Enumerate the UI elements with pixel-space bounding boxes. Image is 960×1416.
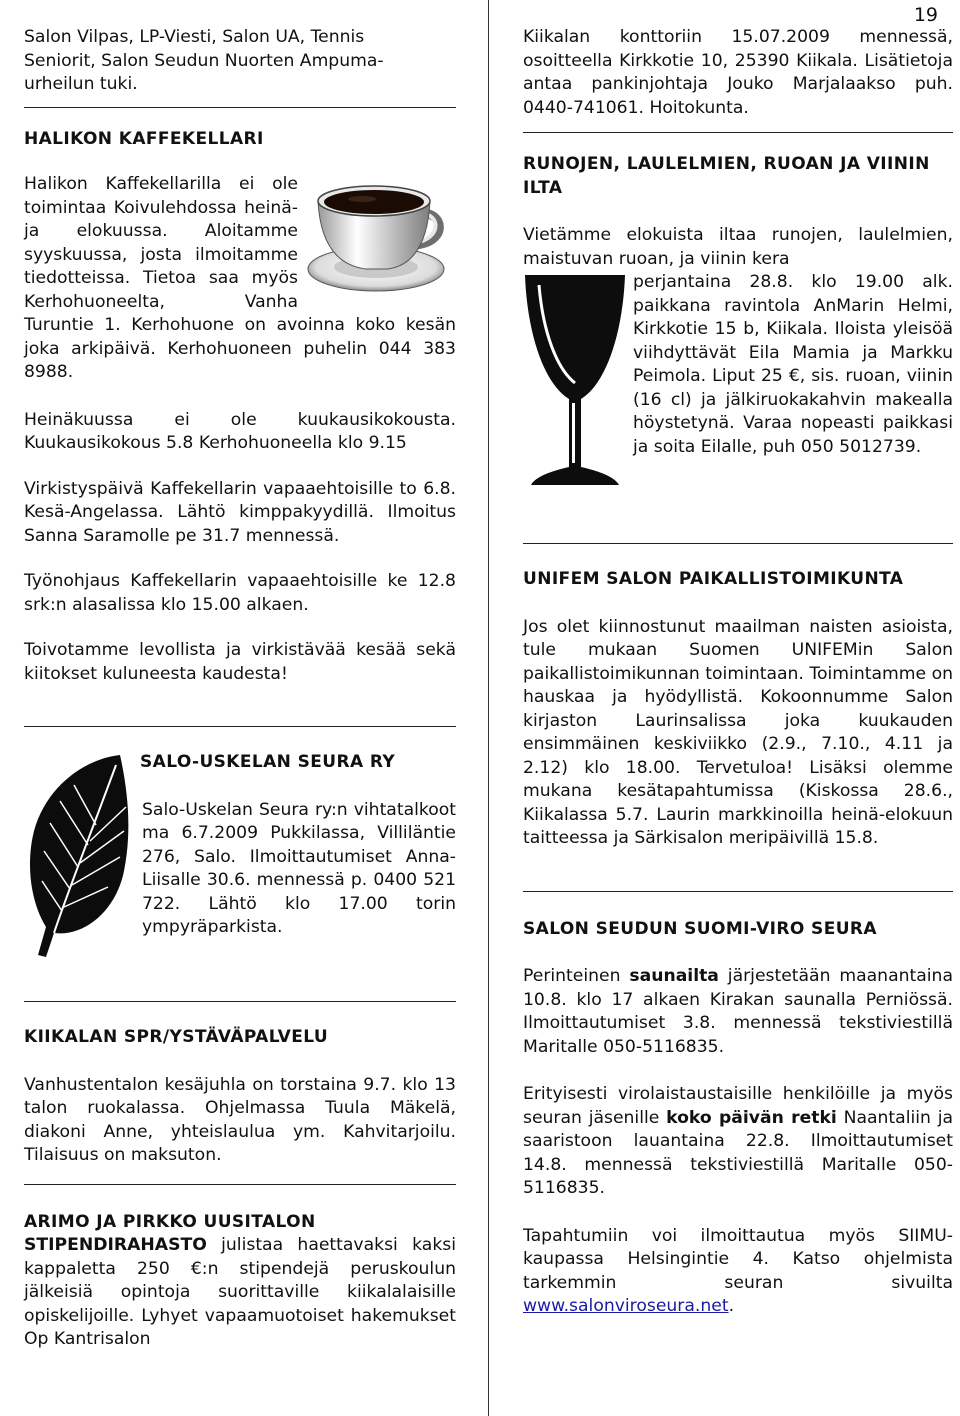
separator	[523, 891, 953, 892]
suomiviro-p2-bold: koko päivän retki	[666, 1107, 837, 1128]
suomiviro-title: SALON SEUDUN SUOMI-VIRO SEURA	[523, 918, 877, 939]
intro-line-3: urheilun tuki.	[24, 74, 138, 94]
arimo-text-body: julistaa haettavaksi kaksi kappaletta 250 €:n stipendejä peruskoulun jälkeisiä opintoja suorittaville kiikalalaisille opiskelijoille. Lyhyet vapaamuotoiset hakemukset Op Kantrisalon	[24, 1235, 456, 1349]
coffee-cup-icon	[304, 173, 456, 295]
runot-title: RUNOJEN, LAULELMIEN, RUOAN JA VIININ ILTA	[523, 154, 930, 198]
right-column	[523, 26, 953, 1319]
suomiviro-p3-period: .	[728, 1296, 735, 1316]
suomiviro-paragraph-3	[523, 1225, 953, 1319]
kaffekellari-paragraph-5: Toivotamme levollista ja virkistävää kesää sekä kiitokset kuluneesta kaudesta!	[24, 640, 456, 684]
kaffekellari-block	[24, 173, 456, 385]
unifem-text: Jos olet kiinnostunut maailman naisten asioista, tule mukaan Suomen UNIFEMin Salon paikallistoimikunnan toimintaan. Toimintamme on hauskaa ja hyödyllistä. Kokoonnumme Salon kirjaston Laurinsalissa joka kuukauden ensimmäinen keskiviikko (2.9., 7.10., 4.11 ja 2.12) klo 18.00. Tervetuloa! Lisäksi olemme mukana kesätapahtumissa (Kiskossa 28.6., Kiikalassa 5.7. Laurin markkinoilla heinä-elokuun taitteessa ja Särkisalon meripäivillä 15.8.	[523, 616, 953, 848]
separator	[24, 107, 456, 108]
arimo-text	[24, 1234, 456, 1352]
separator	[24, 1001, 456, 1002]
separator	[523, 543, 953, 544]
suomiviro-paragraph-2	[523, 1083, 953, 1201]
separator	[523, 132, 953, 133]
arimo-continuation: Kiikalan konttoriin 15.07.2009 mennessä, osoitteella Kirkkotie 10, 25390 Kiikala. Lisätietoja antaa pankinjohtaja Jouko Marjalaakso puh. 0440-741061. Hoitokunta.	[523, 27, 953, 118]
separator	[24, 726, 456, 727]
unifem-title: UNIFEM SALON PAIKALLISTOIMIKUNTA	[523, 569, 904, 589]
wine-glass-icon	[523, 271, 627, 497]
suomiviro-p3-text: Tapahtumiin voi ilmoittautua myös SIIMU-kaupassa Helsingintie 4. Katso ohjelmista tarkemmin seuran sivuilta	[523, 1225, 953, 1293]
kaffekellari-paragraph-4: Työnohjaus Kaffekellarin vapaaehtoisille ke 12.8 srk:n alasalissa klo 15.00 alkaen.	[24, 571, 456, 615]
seura-website-link[interactable]: www.salonviroseura.net	[523, 1296, 729, 1316]
seura-block	[24, 751, 456, 961]
suomiviro-p1-end: järjestetään maanantaina 10.8. klo 17 alkaen Kirakan saunalla Perniössä. Ilmoittautumiset 3.8. mennessä tekstiviestillä Maritalle 050-5116835.	[523, 966, 953, 1057]
seura-title: SALO-USKELAN SEURA RY	[140, 752, 396, 772]
spr-text: Vanhustentalon kesäjuhla on torstaina 9.7. klo 13 talon ruokalassa. Ohjelmassa Tuula Mäkelä, diakoni Anne, yhteislaulua ym. Kahvitarjoilu. Tilaisuus on maksuton.	[24, 1074, 456, 1165]
intro-line-1: Salon Vilpas, LP-Viesti, Salon UA, Tennis	[24, 27, 365, 47]
seura-text: Salo-Uskelan Seura ry:n vihtatalkoot ma 6.7.2009 Pukkilassa, Villiläntie 276, Salo. Ilmoittautumiset Anna-Liisalle 30.6. mennessä p. 0400 521 722. Lähtö klo 17.00 torin ympyräparkista.	[142, 799, 456, 937]
suomiviro-p1-bold: saunailta	[629, 966, 719, 986]
arimo-title-2: STIPENDIRAHASTO	[24, 1235, 207, 1255]
intro-line-2: Seniorit, Salon Seudun Nuorten Ampuma-	[24, 50, 384, 71]
kaffekellari-paragraph-3: Virkistyspäivä Kaffekellarin vapaaehtoisille to 6.8. Kesä-Angelassa. Lähtö kimppakyydillä. Ilmoitus Sanna Saramolle pe 31.7 mennessä.	[24, 478, 456, 546]
suomiviro-p2-end: Naantaliin ja saaristoon lauantaina 22.8. Ilmoittautumiset 14.8. mennessä tekstiviestillä Maritalle 050-5116835.	[523, 1107, 954, 1198]
runot-block	[523, 271, 953, 459]
separator	[24, 1184, 456, 1185]
left-column	[24, 26, 456, 1352]
kaffekellari-title: HALIKON KAFFEKELLARI	[24, 128, 264, 149]
runot-text: perjantaina 28.8. klo 19.00 alk. paikkana ravintola AnMarin Helmi, Kirkkotie 15 b, Kiikala. Iloista yleisöä viihdyttävät Eila Mamia ja Markku Peimola. Liput 25 €, sis. ruoan, viinin (16 cl) ja jälkiruokakahvin makealla höystetynä. Varaa nopeasti paikkasi ja soita Eilalle, puh 050 5012739.	[633, 272, 953, 457]
leaf-icon	[24, 751, 134, 961]
arimo-title: ARIMO JA PIRKKO UUSITALON	[24, 1211, 316, 1232]
suomiviro-p1-start: Perinteinen	[523, 966, 621, 986]
spr-title: KIIKALAN SPR/YSTÄVÄPALVELU	[24, 1027, 329, 1047]
page-number: 19	[913, 4, 938, 26]
column-divider	[488, 0, 489, 1416]
runot-intro: Vietämme elokuista iltaa runojen, laulelmien, maistuvan ruoan, ja viinin kera	[523, 225, 953, 269]
suomiviro-p2-start: Erityisesti virolaistaustaisille henkilöille ja myös seuran jäsenille	[523, 1084, 953, 1128]
suomiviro-paragraph-1	[523, 965, 953, 1059]
kaffekellari-paragraph-2: Heinäkuussa ei ole kuukausikokousta. Kuukausikokous 5.8 Kerhohuoneella klo 9.15	[24, 409, 456, 453]
kaffekellari-paragraph-1: Halikon Kaffekellarilla ei ole toimintaa Koivulehdossa heinä- ja elokuussa. Aloitamme syyskuussa, josta ilmoitamme tiedotteissa. Tietoa saa myös Kerhohuoneelta, Vanha Turuntie 1. Kerhohuone on avoinna koko kesän joka arkipäivä. Kerhohuoneen puhelin 044 383 8988.	[24, 174, 456, 382]
